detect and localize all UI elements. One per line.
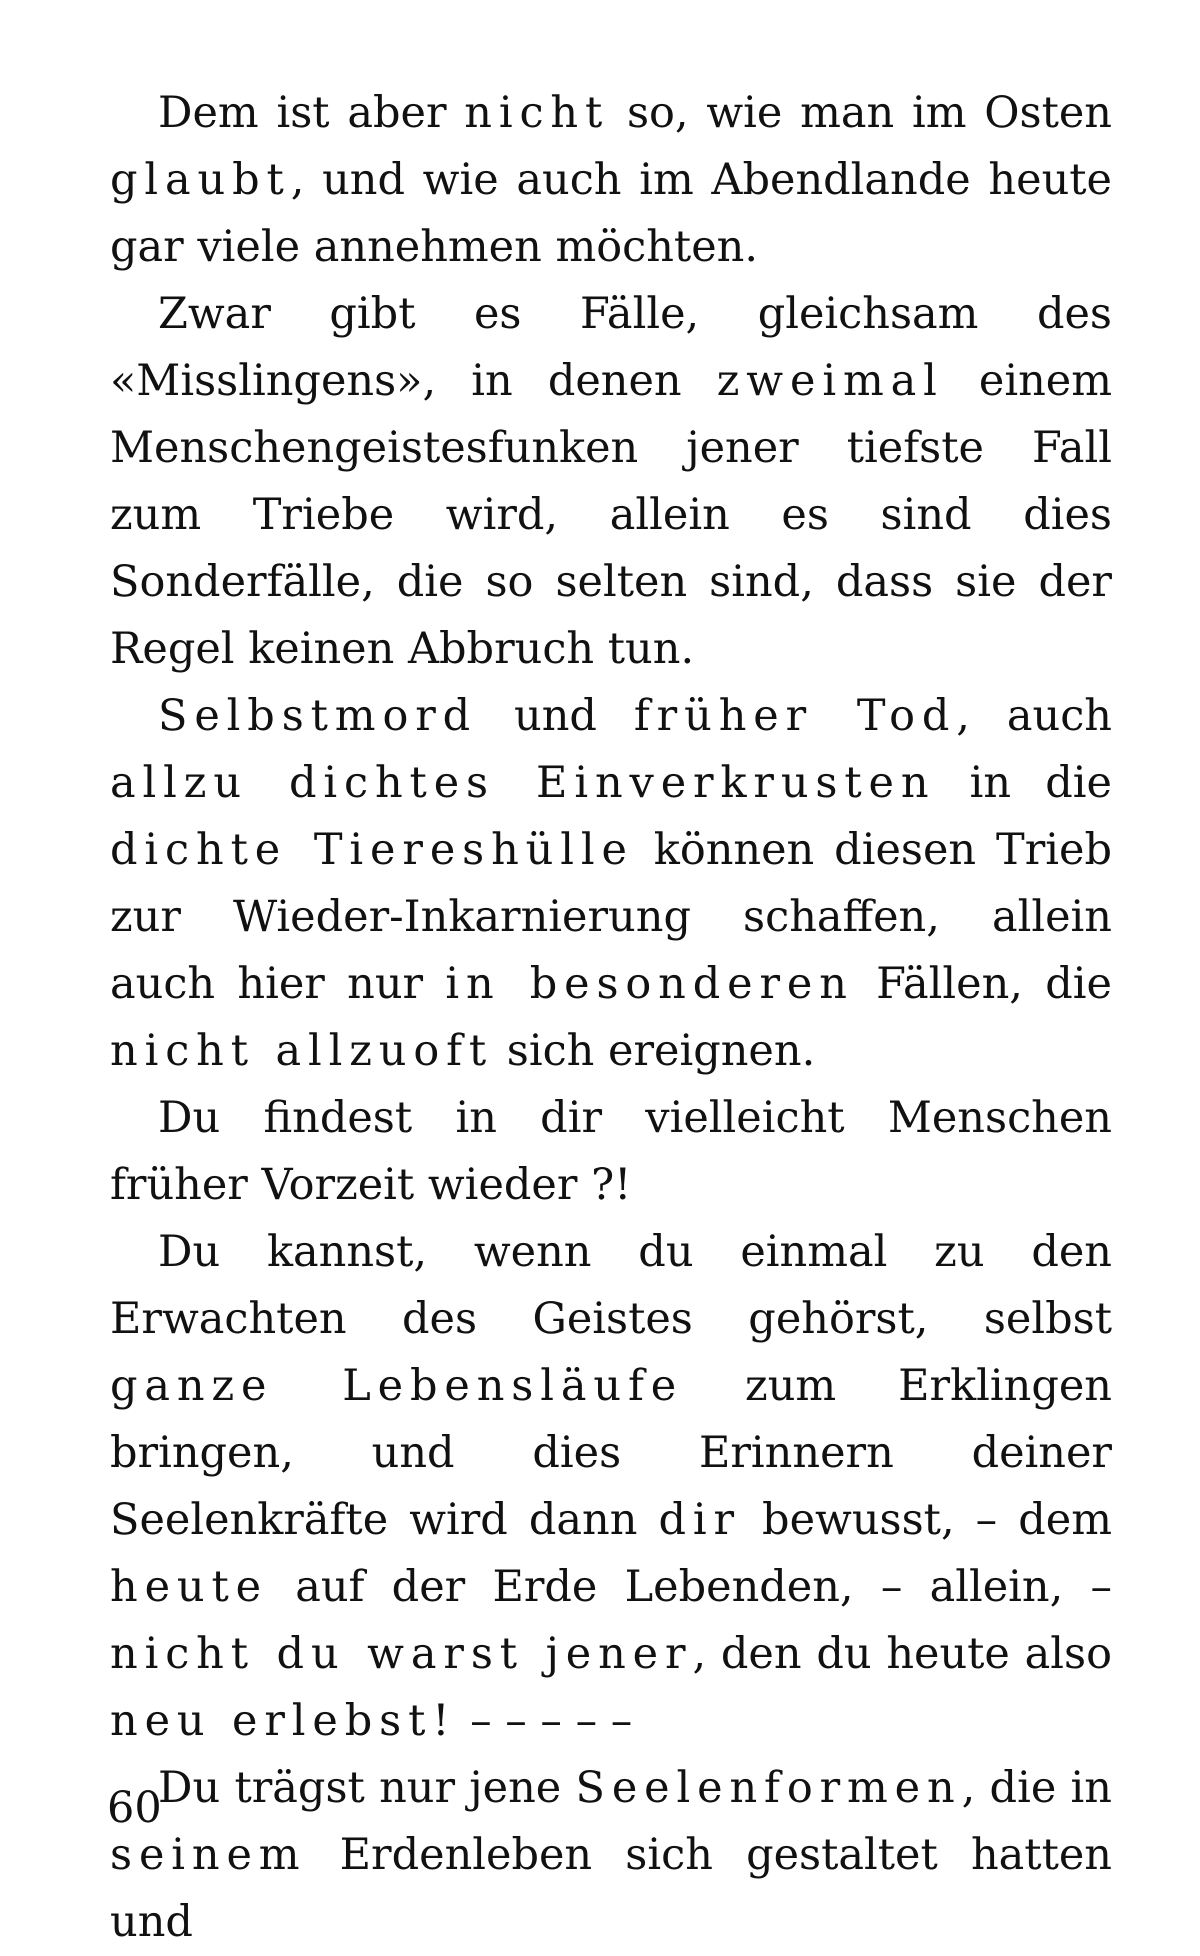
- text-segment: sich ereignen.: [493, 1026, 816, 1076]
- text-segment: auf der Erde Lebenden, – allein, –: [267, 1562, 1112, 1612]
- spaced-emphasis-text: dichte Tiereshülle: [110, 825, 634, 875]
- text-segment: und: [477, 691, 634, 741]
- text-segment: , und wie auch im Abendlande heute gar viele annehmen möchten.: [110, 155, 1112, 272]
- spaced-emphasis-text: glaubt: [110, 155, 291, 205]
- text-segment: , den du heute also: [692, 1629, 1112, 1679]
- text-segment: können diesen Trieb zur Wieder-Inkarnierung schaffen, allein auch hier nur: [110, 825, 1112, 1009]
- spaced-emphasis-text: nicht allzuoft: [110, 1026, 494, 1076]
- spaced-emphasis-text: allzu dichtes Einverkrusten: [110, 758, 936, 808]
- paragraph: [110, 80, 1112, 281]
- spaced-emphasis-text: dir: [658, 1495, 741, 1545]
- spaced-emphasis-text: Seelenformen: [575, 1763, 962, 1813]
- paragraph: [110, 281, 1112, 683]
- paragraph: [110, 683, 1112, 1085]
- spaced-emphasis-text: ganze Lebensläufe: [110, 1361, 684, 1411]
- text-segment: Zwar gibt es Fälle, gleichsam des «Misslingens», in denen: [110, 289, 1112, 406]
- text-segment: so, wie man im Osten: [609, 88, 1113, 138]
- spaced-emphasis-text: zweimal: [716, 356, 944, 406]
- spaced-emphasis-text: neu erlebst!: [110, 1696, 457, 1746]
- page-number: 60: [107, 1783, 162, 1833]
- spaced-emphasis-text: seinem: [110, 1830, 307, 1880]
- paragraph: [110, 1755, 1112, 1956]
- text-segment: Du findest in dir vielleicht Menschen früher Vorzeit wieder ?!: [110, 1093, 1112, 1210]
- text-segment: einem Menschengeistesfunken jener tiefste Fall zum Triebe wird, allein es sind dies Sonderfälle, die so selten sind, dass sie der Regel keinen Abbruch tun.: [110, 356, 1112, 674]
- spaced-emphasis-text: nicht: [464, 88, 610, 138]
- text-segment: Du kannst, wenn du einmal zu den Erwachten des Geistes gehörst, selbst: [110, 1227, 1112, 1344]
- text-segment: Dem ist aber: [158, 88, 465, 138]
- text-segment: Du trägst nur jene: [158, 1763, 576, 1813]
- text-segment: , auch: [956, 691, 1112, 741]
- text-segment: Fällen, die: [853, 959, 1112, 1009]
- text-segment: Erdenleben sich gestaltet hatten und: [110, 1830, 1112, 1947]
- paragraph: [110, 1219, 1112, 1755]
- text-segment: bewusst, – dem: [741, 1495, 1112, 1545]
- spaced-emphasis-text: in besonderen: [445, 959, 854, 1009]
- text-segment: – – – – –: [456, 1696, 633, 1746]
- spaced-emphasis-text: heute: [110, 1562, 268, 1612]
- body-text: [110, 80, 1112, 1956]
- spaced-emphasis-text: Selbstmord: [158, 691, 478, 741]
- paragraph: [110, 1085, 1112, 1219]
- text-segment: in die: [935, 758, 1112, 808]
- spaced-emphasis-text: nicht du warst jener: [110, 1629, 693, 1679]
- text-segment: zum Erklingen bringen, und dies Erinnern deiner Seelenkräfte wird dann: [110, 1361, 1112, 1545]
- text-segment: , die in: [961, 1763, 1112, 1813]
- spaced-emphasis-text: früher Tod: [633, 691, 957, 741]
